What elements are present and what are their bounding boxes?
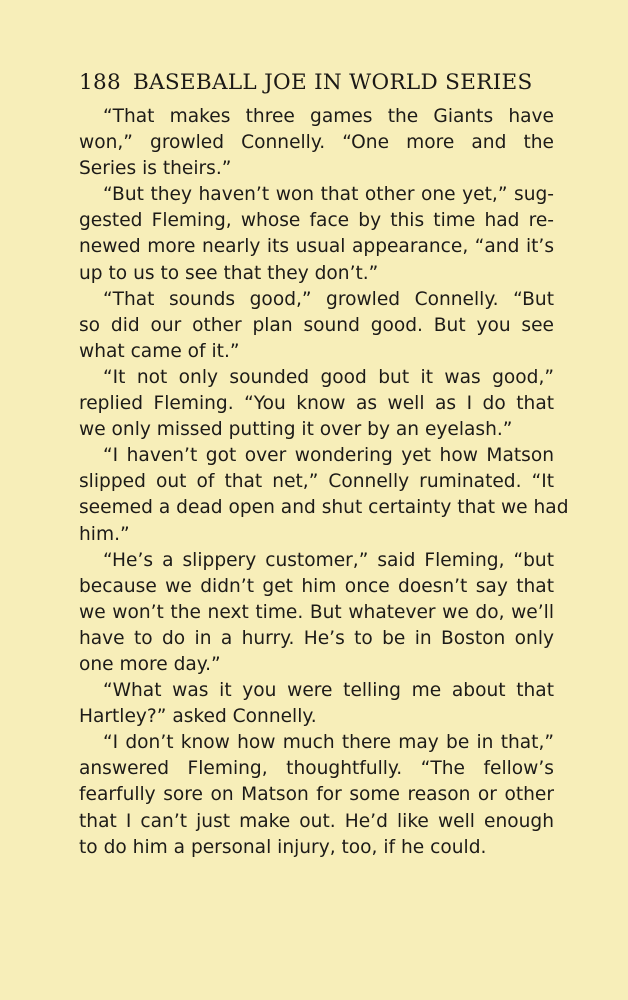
text-line: “That makes three games the Giants have bbox=[103, 106, 554, 127]
text-line: we only missed putting it over by an eyelash.” bbox=[79, 419, 513, 441]
body-text bbox=[79, 104, 569, 861]
text-line: “He’s a slippery customer,” said Fleming, “but bbox=[103, 549, 554, 571]
paragraph bbox=[79, 730, 554, 860]
text-line: replied Fleming. “You know as well as I do that bbox=[79, 393, 554, 415]
text-line: because we didn’t get him once doesn’t say that bbox=[79, 575, 554, 597]
text-line: what came of it.” bbox=[79, 340, 240, 362]
text-line: gested Fleming, whose face by this time had re- bbox=[79, 210, 554, 232]
page-number: 188 bbox=[79, 70, 121, 95]
paragraph bbox=[79, 443, 569, 547]
text-line: won,” growled Connelly. “One more and the bbox=[79, 132, 554, 154]
text-line: fearfully sore on Matson for some reason or other bbox=[79, 784, 554, 806]
text-line: “I haven’t got over wondering yet how Matson bbox=[103, 445, 554, 467]
text-line: one more day.” bbox=[79, 653, 221, 675]
paragraph bbox=[79, 548, 554, 678]
paragraph bbox=[79, 678, 554, 730]
running-title: BASEBALL JOE IN WORLD SERIES bbox=[132, 70, 533, 95]
text-line: seemed a dead open and shut certainty that we had bbox=[79, 497, 569, 519]
text-line: have to do in a hurry. He’s to be in Boston only bbox=[79, 627, 554, 649]
paragraph bbox=[79, 287, 554, 365]
text-line: “I don’t know how much there may be in that,” bbox=[103, 732, 554, 754]
text-line: that I can’t just make out. He’d like well enough bbox=[79, 810, 554, 832]
paragraph bbox=[79, 182, 554, 286]
text-line: we won’t the next time. But whatever we do, we’ll bbox=[79, 601, 554, 623]
text-line: newed more nearly its usual appearance, “and it’s bbox=[79, 236, 554, 258]
paragraph bbox=[79, 104, 554, 182]
text-line: “That sounds good,” growled Connelly. “But bbox=[103, 288, 554, 310]
text-line: to do him a personal injury, too, if he could. bbox=[79, 836, 487, 858]
text-line: up to us to see that they don’t.” bbox=[79, 262, 379, 284]
text-line: “What was it you were telling me about that bbox=[103, 680, 554, 702]
text-line: Hartley?” asked Connelly. bbox=[79, 706, 317, 728]
text-line: answered Fleming, thoughtfully. “The fellow’s bbox=[79, 758, 554, 780]
running-head bbox=[79, 66, 539, 100]
text-line: Series is theirs.” bbox=[79, 158, 232, 180]
text-line: “It not only sounded good but it was good,” bbox=[103, 366, 554, 388]
text-line: him.” bbox=[79, 523, 130, 545]
text-line: so did our other plan sound good. But you see bbox=[79, 314, 554, 336]
text-line: slipped out of that net,” Connelly ruminated. “It bbox=[79, 471, 554, 493]
text-line: “But they haven’t won that other one yet,” sug- bbox=[103, 184, 554, 206]
paragraph bbox=[79, 365, 554, 443]
